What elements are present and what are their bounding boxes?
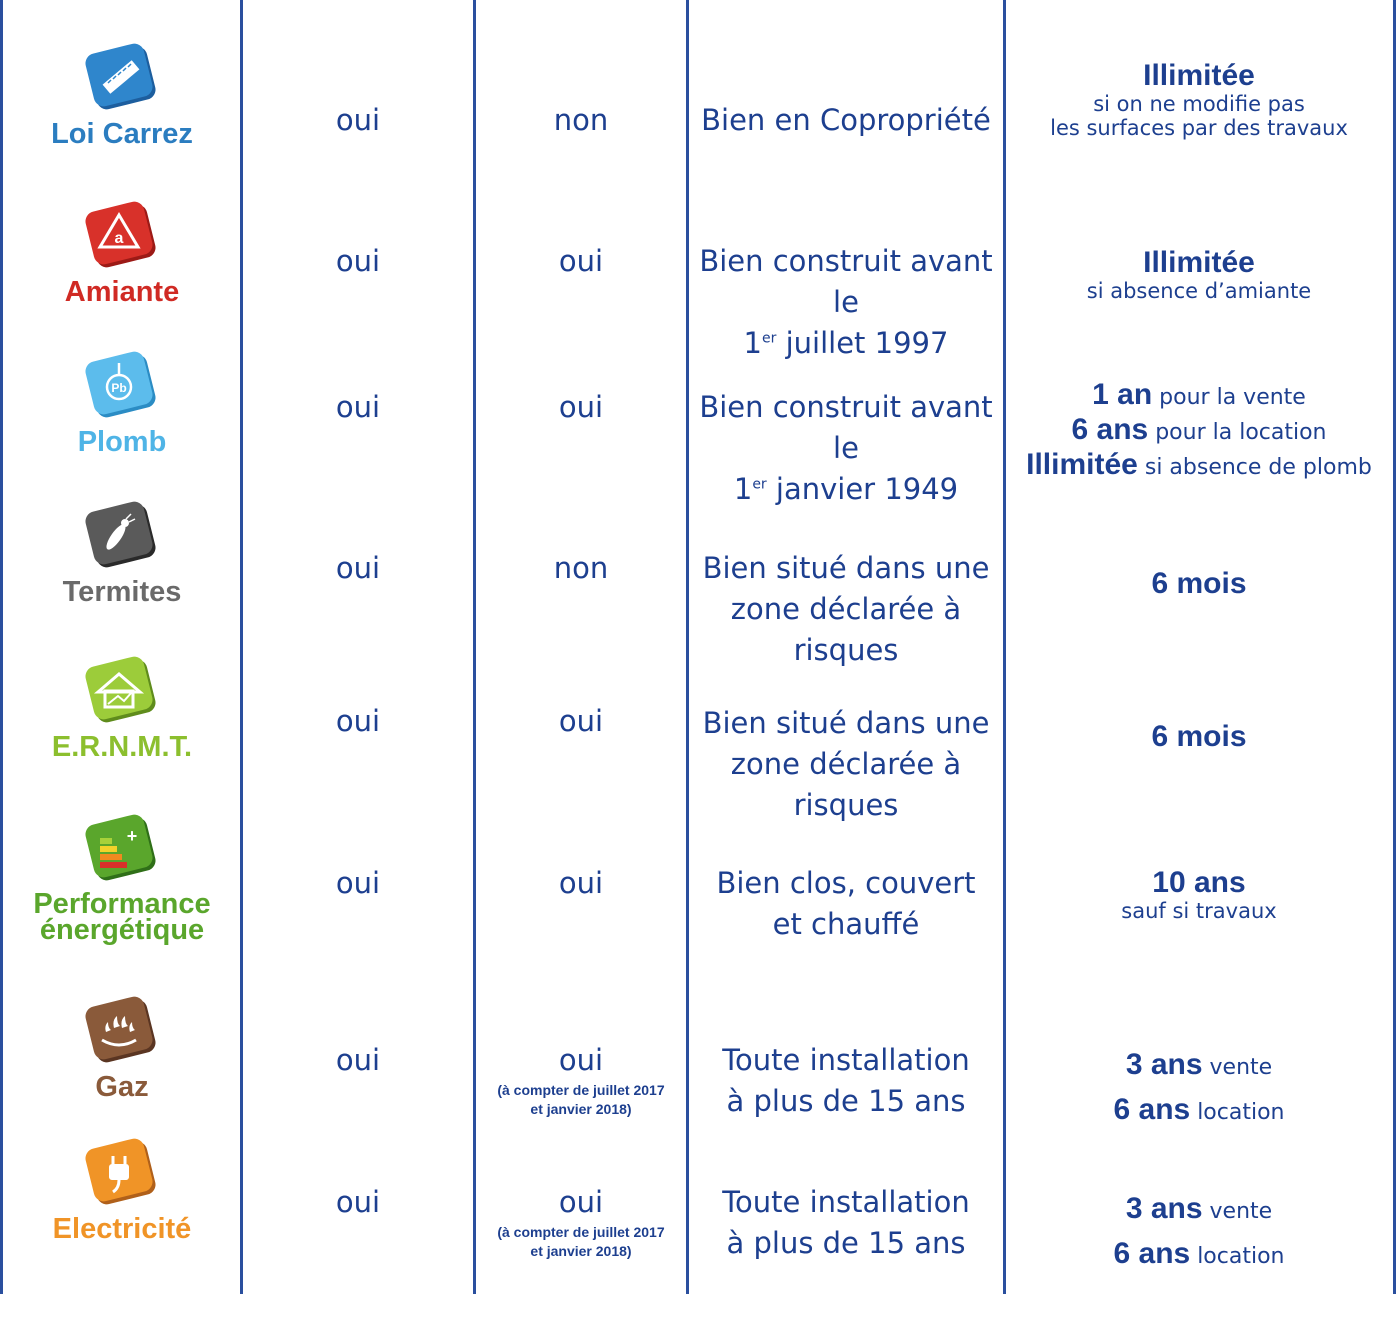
diagnostic-cell — [4, 645, 240, 775]
plug-icon — [84, 1141, 160, 1207]
diagnostic-label: E.R.N.M.T. — [51, 730, 193, 763]
location-note: (à compter de juillet 2017 — [497, 1082, 665, 1098]
condition-text: Bien clos, couvert — [716, 866, 976, 900]
duree-title: 6 mois — [1151, 567, 1247, 600]
condition-text: Toute installation — [722, 1043, 970, 1077]
svg-text:+: + — [126, 826, 138, 846]
vente-value: oui — [335, 704, 381, 738]
location-cell — [476, 1122, 686, 1322]
duree-note: sauf si travaux — [1121, 899, 1277, 923]
diagnostic-cell — [4, 805, 240, 955]
vente-value: oui — [335, 390, 381, 424]
table-row — [0, 185, 1396, 360]
duree-cell — [1006, 1122, 1392, 1328]
location-value: oui — [558, 866, 604, 900]
table-row — [0, 980, 1396, 1126]
diagnostic-label: énergétique — [39, 914, 205, 946]
duree-line: 3 ans vente — [1125, 1192, 1273, 1225]
energy-label-icon — [84, 817, 160, 883]
duree-line: 6 ans pour la location — [1071, 413, 1327, 446]
location-value: oui — [558, 390, 604, 424]
diagnostic-label: Gaz — [95, 1070, 149, 1103]
gas-flame-icon — [84, 999, 160, 1065]
location-note: (à compter de juillet 2017 — [497, 1224, 665, 1240]
table-row — [0, 30, 1396, 165]
condition-text: Bien situé dans une — [702, 551, 990, 585]
diagnostic-label: Amiante — [64, 275, 180, 308]
location-value: oui — [558, 244, 604, 278]
location-value: non — [553, 551, 609, 585]
house-risk-icon — [84, 659, 160, 725]
duree-line: 1 an pour la vente — [1092, 378, 1306, 411]
vente-cell — [243, 1122, 473, 1322]
duree-line: 6 ans location — [1113, 1093, 1285, 1126]
duree-line: Illimitée si absence de plomb — [1026, 448, 1372, 481]
condition-text: Bien en Copropriété — [701, 103, 991, 137]
condition-text: Bien construit avant le — [699, 390, 993, 465]
diagnostic-label: Plomb — [77, 425, 167, 458]
diagnostic-label: Performance — [33, 888, 211, 920]
diagnostic-label: Termites — [62, 575, 182, 608]
duree-note: si on ne modifie pas — [1093, 92, 1305, 116]
diagnostic-cell — [4, 335, 240, 475]
location-value: non — [553, 103, 609, 137]
condition-text: Bien construit avant le — [699, 244, 993, 319]
lead-icon — [84, 354, 160, 420]
table-row — [0, 645, 1396, 822]
svg-text:a: a — [114, 229, 124, 247]
condition-text: à plus de 15 ans — [726, 1084, 966, 1118]
vente-value: oui — [335, 1185, 381, 1219]
asbestos-icon — [84, 204, 160, 270]
location-value: oui — [558, 1185, 604, 1219]
duree-title: 6 mois — [1151, 720, 1247, 753]
condition-text: à plus de 15 ans — [726, 1226, 966, 1260]
table-row — [0, 335, 1396, 506]
condition-text: 1er janvier 1949 — [733, 472, 959, 506]
diagnostic-label: Electricité — [52, 1212, 192, 1245]
condition-text: Toute installation — [722, 1185, 970, 1219]
diagnostic-cell — [4, 1122, 240, 1262]
diagnostic-cell — [4, 490, 240, 620]
location-value: oui — [558, 704, 604, 738]
diagnostic-cell — [4, 185, 240, 325]
duree-title: Illimitée — [1143, 246, 1255, 279]
vente-cell — [243, 645, 473, 831]
condition-cell — [689, 1122, 1003, 1322]
vente-value: oui — [335, 551, 381, 585]
duree-title: Illimitée — [1143, 59, 1255, 92]
vente-value: oui — [335, 1043, 381, 1077]
diagnostic-cell — [4, 980, 240, 1120]
vente-value: oui — [335, 866, 381, 900]
duree-note: les surfaces par des travaux — [1050, 116, 1348, 140]
diagnostic-label: Loi Carrez — [51, 118, 193, 150]
duree-note: si absence d’amiante — [1086, 279, 1312, 303]
diagnostic-cell — [4, 30, 240, 165]
vente-value: oui — [335, 244, 381, 278]
condition-text: et chauffé — [772, 907, 920, 941]
duree-cell — [1006, 30, 1392, 195]
ruler-icon — [84, 46, 160, 112]
condition-text: zone déclarée à risques — [730, 747, 962, 822]
table-row — [0, 1122, 1396, 1270]
location-note: et janvier 2018) — [530, 1101, 632, 1117]
table-row — [0, 805, 1396, 955]
duree-line: 6 ans location — [1113, 1237, 1285, 1270]
termite-icon — [84, 504, 160, 570]
duree-line: 3 ans vente — [1125, 1048, 1273, 1081]
location-value: oui — [558, 1043, 604, 1077]
condition-text: 1er juillet 1997 — [743, 326, 949, 360]
condition-text: zone déclarée à risques — [730, 592, 962, 667]
duree-title: 10 ans — [1152, 866, 1246, 899]
location-note: et janvier 2018) — [530, 1243, 632, 1259]
svg-text:Pb: Pb — [111, 380, 127, 395]
vente-value: oui — [335, 103, 381, 137]
location-cell — [476, 645, 686, 831]
condition-text: Bien situé dans une — [702, 706, 990, 740]
table-row — [0, 490, 1396, 667]
